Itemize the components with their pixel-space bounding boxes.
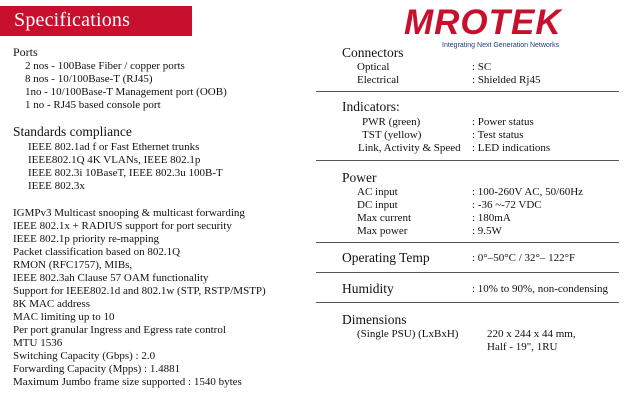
power-value: : 180mA bbox=[472, 212, 511, 224]
indicator-label: Link, Activity & Speed bbox=[358, 142, 461, 154]
feature-item: IEEE 802.3ah Clause 57 OAM functionality bbox=[13, 272, 209, 284]
ports-item: 2 nos - 100Base Fiber / copper ports bbox=[25, 60, 185, 72]
feature-item: IEEE 802.1x + RADIUS support for port security bbox=[13, 220, 232, 232]
temp-value: : 0°–50°C / 32°– 122°F bbox=[472, 252, 576, 264]
feature-item: IEEE 802.1p priority re-mapping bbox=[13, 233, 160, 245]
dimensions-value: 220 x 244 x 44 mm, bbox=[487, 328, 576, 340]
dimensions-label: (Single PSU) (LxBxH) bbox=[357, 328, 459, 340]
humidity-heading: Humidity bbox=[342, 281, 394, 296]
ports-item: 1no - 10/100Base-T Management port (OOB) bbox=[25, 86, 227, 98]
divider bbox=[316, 160, 619, 161]
power-value: : -36 ~-72 VDC bbox=[472, 199, 542, 211]
standards-item: IEEE 802.3x bbox=[28, 180, 85, 192]
dimensions-heading: Dimensions bbox=[342, 312, 407, 327]
feature-item: MAC limiting up to 10 bbox=[13, 311, 115, 323]
power-heading: Power bbox=[342, 170, 377, 185]
power-value: : 100-260V AC, 50/60Hz bbox=[472, 186, 584, 198]
humidity-value: : 10% to 90%, non-condensing bbox=[472, 283, 608, 295]
ports-item: 1 no - RJ45 based console port bbox=[25, 99, 161, 111]
page-title: Specifications bbox=[14, 9, 131, 31]
standards-item: IEEE 802.1ad f or Fast Ethernet trunks bbox=[28, 141, 200, 153]
dimensions-value: Half - 19", 1RU bbox=[487, 341, 558, 353]
mrotek-logo bbox=[404, 4, 620, 48]
connectors-heading: Connectors bbox=[342, 45, 404, 60]
logo-tagline: Integrating Next Generation Networks bbox=[442, 42, 560, 49]
indicator-value: : Power status bbox=[472, 116, 534, 128]
feature-item: MTU 1536 bbox=[13, 337, 63, 349]
connector-label: Electrical bbox=[357, 74, 400, 86]
feature-item: Packet classification based on 802.1Q bbox=[13, 246, 181, 258]
indicator-label: PWR (green) bbox=[362, 116, 421, 128]
feature-item: RMON (RFC1757), MIBs, bbox=[13, 259, 133, 271]
feature-item: Forwarding Capacity (Mpps) : 1.4881 bbox=[13, 363, 181, 375]
indicator-label: TST (yellow) bbox=[362, 129, 422, 141]
feature-item: Switching Capacity (Gbps) : 2.0 bbox=[13, 350, 156, 362]
connector-value: : Shielded Rj45 bbox=[472, 74, 541, 86]
divider bbox=[316, 272, 619, 273]
power-label: Max current bbox=[357, 212, 412, 224]
feature-item: Maximum Jumbo frame size supported : 1540 bytes bbox=[13, 376, 242, 388]
divider bbox=[316, 242, 619, 243]
feature-item: 8K MAC address bbox=[13, 298, 90, 310]
ports-heading: Ports bbox=[13, 45, 38, 59]
power-label: AC input bbox=[357, 186, 398, 198]
feature-item: IGMPv3 Multicast snooping & multicast forwarding bbox=[13, 207, 245, 219]
indicators-heading: Indicators: bbox=[342, 99, 400, 114]
standards-item: IEEE802.1Q 4K VLANs, IEEE 802.1p bbox=[28, 154, 201, 166]
temp-heading: Operating Temp bbox=[342, 250, 430, 265]
feature-item: Per port granular Ingress and Egress rate control bbox=[13, 324, 226, 336]
connector-label: Optical bbox=[357, 61, 390, 73]
ports-item: 8 nos - 10/100Base-T (RJ45) bbox=[25, 73, 153, 85]
power-label: Max power bbox=[357, 225, 408, 237]
title-banner bbox=[0, 6, 192, 36]
power-label: DC input bbox=[357, 199, 398, 211]
power-value: : 9.5W bbox=[472, 225, 502, 237]
indicator-value: : LED indications bbox=[472, 142, 551, 154]
connector-value: : SC bbox=[472, 61, 492, 73]
standards-heading: Standards compliance bbox=[13, 124, 132, 139]
logo-wordmark: MROTEK bbox=[404, 3, 562, 42]
feature-item: Support for IEEE802.1d and 802.1w (STP, RSTP/MSTP) bbox=[13, 285, 266, 297]
indicator-value: : Test status bbox=[472, 129, 524, 141]
divider bbox=[316, 91, 619, 92]
standards-item: IEEE 802.3i 10BaseT, IEEE 802.3u 100B-T bbox=[28, 167, 223, 179]
divider bbox=[316, 302, 619, 303]
